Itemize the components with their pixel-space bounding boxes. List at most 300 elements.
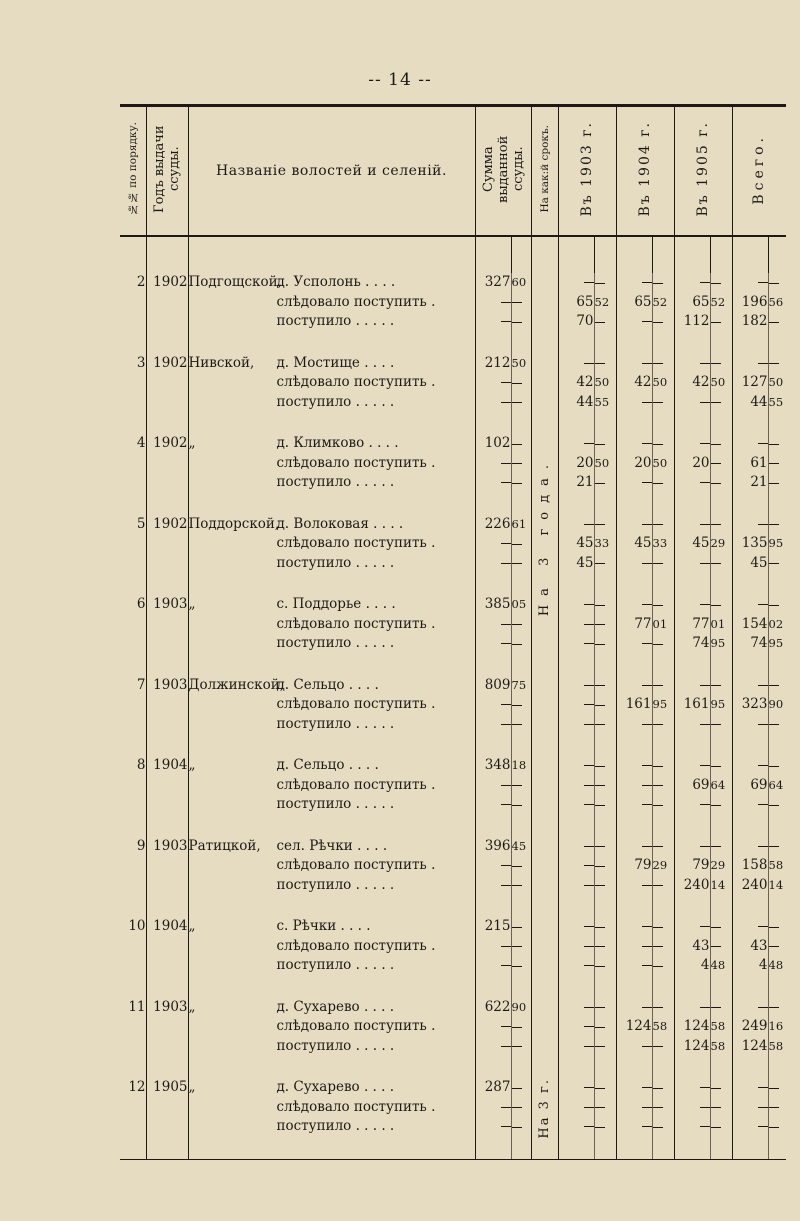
y1903-due-rubles bbox=[559, 856, 594, 876]
header-1904: Въ 1904 г. bbox=[616, 106, 674, 237]
dash-mark bbox=[512, 563, 522, 564]
dash-mark bbox=[758, 1087, 768, 1088]
issue-year-text: 1903 bbox=[153, 596, 188, 612]
issue-year-text: 1904 bbox=[153, 757, 188, 773]
amount-kopecks-received bbox=[512, 393, 531, 413]
y1905-kopecks bbox=[710, 756, 732, 837]
y1904-due-kopecks: 33 bbox=[652, 536, 668, 550]
loan-term bbox=[531, 998, 558, 1079]
dash-mark bbox=[595, 444, 605, 445]
y1905-received-kopecks: 48 bbox=[710, 958, 726, 972]
row-number bbox=[120, 676, 146, 757]
amount-rubles-due bbox=[476, 615, 511, 635]
y1903-blank bbox=[559, 756, 594, 776]
y1903-blank bbox=[559, 595, 594, 615]
y1905-rubles bbox=[674, 917, 710, 998]
dash-mark bbox=[501, 965, 511, 966]
y1905-received-kopecks bbox=[711, 554, 732, 574]
row-number-text: 2 bbox=[136, 274, 146, 290]
y1903-blank-kop bbox=[595, 676, 616, 696]
due-line bbox=[189, 1098, 475, 1118]
ledger-row bbox=[120, 998, 786, 1079]
dash-mark bbox=[595, 724, 605, 725]
y1903-received-kopecks bbox=[595, 1117, 616, 1137]
y1905-received-rubles bbox=[675, 715, 710, 735]
y1905-blank-kop bbox=[711, 998, 732, 1018]
amount-rubles bbox=[475, 756, 511, 837]
amount-kopecks-due bbox=[512, 776, 531, 796]
due-line bbox=[189, 695, 475, 715]
dash-mark bbox=[653, 402, 663, 403]
y1905-due-rubles bbox=[675, 1098, 710, 1118]
dash-mark bbox=[584, 926, 594, 927]
dash-mark bbox=[642, 765, 652, 766]
loan-term bbox=[531, 515, 558, 596]
total-kopecks bbox=[768, 837, 786, 918]
total-due-kopecks: 64 bbox=[768, 777, 784, 792]
y1905-blank-kop bbox=[711, 273, 732, 293]
y1905-received-rubles: 240 bbox=[683, 876, 710, 893]
y1905-blank-kop bbox=[711, 595, 732, 615]
y1904-blank bbox=[617, 273, 652, 293]
dash-mark bbox=[642, 804, 652, 805]
issue-year-text: 1903 bbox=[153, 676, 188, 693]
amount-kopecks-due bbox=[512, 373, 531, 393]
y1905-kopecks bbox=[710, 354, 732, 435]
total-received-rubles: 21 bbox=[750, 474, 768, 490]
due-label: слѣдовало поступить . bbox=[276, 776, 436, 793]
y1904-rubles bbox=[616, 756, 652, 837]
loan-term bbox=[531, 354, 558, 435]
place-name bbox=[188, 998, 475, 1079]
issue-year-text: 1905 bbox=[153, 1079, 188, 1095]
total-rubles bbox=[732, 595, 768, 676]
received-line bbox=[189, 554, 475, 574]
dash-mark bbox=[584, 765, 594, 766]
y1904-rubles bbox=[616, 354, 652, 435]
y1903-received-kopecks bbox=[595, 876, 616, 896]
y1904-due-kopecks: 58 bbox=[652, 1019, 668, 1033]
amount-kopecks-value: 61 bbox=[511, 516, 527, 531]
dash-mark bbox=[584, 724, 594, 725]
dash-mark bbox=[711, 605, 721, 606]
y1903-blank-kop bbox=[595, 1078, 616, 1098]
y1905-kopecks bbox=[710, 998, 732, 1079]
y1904-kopecks bbox=[652, 354, 674, 435]
amount-kopecks-value bbox=[512, 434, 531, 454]
y1903-rubles bbox=[558, 998, 594, 1079]
total-rubles bbox=[732, 756, 768, 837]
y1903-kopecks bbox=[594, 676, 616, 757]
y1904-received-rubles bbox=[617, 1117, 652, 1137]
header-term: На как:й срокъ. bbox=[531, 106, 558, 237]
amount-rubles-received bbox=[476, 554, 511, 574]
amount-kopecks bbox=[511, 434, 531, 515]
amount-kopecks-due bbox=[512, 1017, 531, 1037]
dash-mark bbox=[501, 724, 511, 725]
total-due-rubles: 323 bbox=[741, 696, 768, 712]
dash-mark bbox=[653, 927, 663, 928]
dash-mark bbox=[512, 885, 522, 886]
total-blank bbox=[733, 354, 768, 374]
row-number-text: 10 bbox=[128, 918, 146, 934]
dash-mark bbox=[653, 483, 663, 484]
dash-mark bbox=[758, 604, 768, 605]
y1904-received-rubles bbox=[617, 634, 652, 654]
amount-rubles-value: 287 bbox=[484, 1079, 511, 1095]
dash-mark bbox=[769, 463, 779, 464]
dash-mark bbox=[700, 402, 710, 403]
amount-kopecks bbox=[511, 998, 531, 1079]
dash-mark bbox=[653, 444, 663, 445]
y1903-received-kopecks bbox=[595, 312, 616, 332]
dash-mark bbox=[758, 524, 768, 525]
dash-mark bbox=[595, 946, 605, 947]
total-kopecks bbox=[768, 354, 786, 435]
received-line bbox=[189, 393, 475, 413]
y1905-due-kopecks: 29 bbox=[710, 858, 726, 872]
amount-kopecks-received bbox=[512, 1037, 531, 1057]
dash-mark bbox=[642, 321, 652, 322]
dash-mark bbox=[595, 885, 605, 886]
amount-rubles-received bbox=[476, 876, 511, 896]
y1905-blank bbox=[675, 434, 710, 454]
total-due-kopecks: 95 bbox=[768, 536, 784, 550]
y1904-rubles bbox=[616, 837, 652, 918]
y1905-blank bbox=[675, 273, 710, 293]
amount-rubles-value: 226 bbox=[484, 515, 511, 532]
y1905-kopecks bbox=[710, 434, 732, 515]
dash-mark bbox=[595, 283, 605, 284]
due-label: слѣдовало поступить . bbox=[276, 454, 436, 471]
ledger-row bbox=[120, 917, 786, 998]
dash-mark bbox=[758, 685, 768, 686]
amount-rubles-value: 622 bbox=[484, 998, 511, 1015]
village-name: д. Волоковая . . . . bbox=[276, 515, 404, 532]
y1904-received-kopecks bbox=[653, 554, 674, 574]
y1904-received-rubles bbox=[617, 1037, 652, 1057]
dash-mark bbox=[512, 1127, 522, 1128]
village-name: д. Сельцо . . . . bbox=[276, 676, 379, 693]
volost-name: Поддорской, bbox=[188, 515, 280, 532]
dash-mark bbox=[595, 866, 605, 867]
y1904-kopecks bbox=[652, 756, 674, 837]
y1904-blank-kop bbox=[653, 1078, 674, 1098]
y1903-received-rubles bbox=[559, 956, 594, 976]
due-label: слѣдовало поступить . bbox=[276, 937, 436, 954]
y1903-due-kopecks: 33 bbox=[594, 536, 610, 550]
dash-mark bbox=[642, 846, 652, 847]
y1905-received-rubles bbox=[675, 795, 710, 815]
y1904-kopecks bbox=[652, 917, 674, 998]
dash-mark bbox=[711, 402, 721, 403]
amount-kopecks bbox=[511, 676, 531, 757]
dash-mark bbox=[758, 1126, 768, 1127]
total-received-kopecks bbox=[769, 473, 787, 493]
total-due-rubles: 69 bbox=[750, 776, 768, 793]
y1905-blank-kop bbox=[711, 756, 732, 776]
dash-mark bbox=[711, 322, 721, 323]
header-year: Годъ выдачи ссуды. bbox=[146, 106, 188, 237]
dash-mark bbox=[501, 402, 511, 403]
y1905-rubles bbox=[674, 998, 710, 1079]
total-blank-kop bbox=[769, 676, 787, 696]
dash-mark bbox=[595, 524, 605, 525]
amount-rubles bbox=[475, 595, 511, 676]
row-number-text: 12 bbox=[128, 1079, 146, 1095]
dash-mark bbox=[512, 1046, 522, 1047]
y1904-blank-kop bbox=[653, 595, 674, 615]
dash-mark bbox=[769, 605, 779, 606]
dash-mark bbox=[512, 866, 522, 867]
issue-year-text: 1904 bbox=[153, 918, 188, 934]
place-name bbox=[188, 917, 475, 998]
header-row bbox=[120, 106, 786, 237]
y1905-received-kopecks: 14 bbox=[710, 877, 726, 892]
dash-mark bbox=[711, 463, 721, 464]
dash-mark bbox=[501, 543, 511, 544]
y1904-received-kopecks bbox=[653, 876, 674, 896]
loan-term bbox=[531, 595, 558, 676]
y1905-blank bbox=[675, 837, 710, 857]
y1903-due-rubles bbox=[559, 937, 594, 957]
dash-mark bbox=[642, 1007, 652, 1008]
y1904-blank bbox=[617, 676, 652, 696]
total-received-rubles: 240 bbox=[741, 876, 768, 893]
amount-kopecks-received bbox=[512, 876, 531, 896]
y1904-blank bbox=[617, 354, 652, 374]
dash-mark bbox=[595, 1088, 605, 1089]
row-number-text: 6 bbox=[136, 596, 146, 612]
header-amount: Сумма выданной ссуды. bbox=[475, 106, 531, 237]
dash-mark bbox=[711, 846, 721, 847]
due-label: слѣдовало поступить . bbox=[276, 696, 436, 712]
loan-ledger-table bbox=[120, 104, 786, 1160]
y1903-due-kopecks bbox=[595, 1017, 616, 1037]
dash-mark bbox=[711, 685, 721, 686]
dash-mark bbox=[584, 965, 594, 966]
total-received-kopecks bbox=[769, 715, 787, 735]
y1904-due-rubles: 79 bbox=[634, 857, 652, 873]
amount-rubles bbox=[475, 676, 511, 757]
dash-mark bbox=[769, 1007, 779, 1008]
dash-mark bbox=[584, 1046, 594, 1047]
total-due-rubles: 158 bbox=[741, 857, 768, 873]
dash-mark bbox=[512, 402, 522, 403]
amount-kopecks-value: 90 bbox=[511, 999, 527, 1014]
dash-mark bbox=[584, 865, 594, 866]
dash-mark bbox=[653, 1046, 663, 1047]
y1904-due-kopecks: 52 bbox=[652, 294, 668, 309]
total-blank bbox=[733, 1078, 768, 1098]
village-name: д. Сельцо . . . . bbox=[276, 757, 379, 773]
total-due-kopecks: 02 bbox=[768, 616, 784, 631]
y1904-due-kopecks: 29 bbox=[652, 858, 668, 872]
y1905-blank-kop bbox=[711, 1078, 732, 1098]
amount-rubles-value: 348 bbox=[484, 757, 511, 773]
y1905-rubles bbox=[674, 515, 710, 596]
y1904-received-kopecks bbox=[653, 795, 674, 815]
y1903-received-rubles bbox=[559, 1117, 594, 1137]
total-due-rubles: 61 bbox=[750, 454, 768, 471]
y1905-received-kopecks bbox=[711, 393, 732, 413]
total-received-kopecks bbox=[769, 554, 787, 574]
village-name: с. Рѣчки . . . . bbox=[276, 918, 371, 934]
dash-mark bbox=[595, 685, 605, 686]
amount-rubles bbox=[475, 917, 511, 998]
amount-kopecks-received bbox=[512, 715, 531, 735]
row-number-text: 7 bbox=[136, 676, 146, 693]
y1904-received-kopecks bbox=[653, 1037, 674, 1057]
dash-mark bbox=[595, 644, 605, 645]
y1904-kopecks bbox=[652, 998, 674, 1079]
y1905-due-rubles: 161 bbox=[683, 696, 710, 712]
total-received-kopecks bbox=[769, 795, 787, 815]
dash-mark bbox=[653, 946, 663, 947]
dash-mark bbox=[769, 724, 779, 725]
y1903-due-kopecks: 50 bbox=[594, 375, 610, 389]
issue-year bbox=[146, 837, 188, 918]
amount-kopecks-due bbox=[512, 534, 531, 554]
y1905-rubles bbox=[674, 595, 710, 676]
received-label: поступило . . . . . bbox=[276, 474, 395, 490]
dash-mark bbox=[700, 482, 710, 483]
due-line bbox=[189, 615, 475, 635]
due-line bbox=[189, 454, 475, 474]
issue-year-text: 1903 bbox=[153, 998, 188, 1015]
row-number bbox=[120, 515, 146, 596]
y1905-rubles bbox=[674, 756, 710, 837]
y1904-blank bbox=[617, 595, 652, 615]
dash-mark bbox=[769, 322, 779, 323]
dash-mark bbox=[595, 805, 605, 806]
y1903-blank-kop bbox=[595, 837, 616, 857]
y1903-due-rubles bbox=[559, 615, 594, 635]
y1904-due-rubles bbox=[617, 937, 652, 957]
dash-mark bbox=[700, 1107, 710, 1108]
y1904-received-rubles bbox=[617, 312, 652, 332]
dash-mark bbox=[512, 1107, 522, 1108]
total-due-kopecks: 58 bbox=[768, 858, 784, 872]
dash-mark bbox=[758, 846, 768, 847]
dash-mark bbox=[512, 966, 522, 967]
dash-mark bbox=[595, 785, 605, 786]
dash-mark bbox=[642, 1107, 652, 1108]
dash-mark bbox=[769, 1088, 779, 1089]
total-blank bbox=[733, 434, 768, 454]
amount-kopecks-due bbox=[512, 856, 531, 876]
amount-rubles-value: 102 bbox=[484, 435, 511, 451]
y1905-rubles bbox=[674, 273, 710, 354]
village-name: д. Мостище . . . . bbox=[276, 354, 395, 371]
y1904-blank bbox=[617, 434, 652, 454]
amount-kopecks-due bbox=[512, 1098, 531, 1118]
dash-mark bbox=[653, 1007, 663, 1008]
dash-mark bbox=[653, 322, 663, 323]
place-name bbox=[188, 354, 475, 435]
total-blank bbox=[733, 273, 768, 293]
total-kopecks bbox=[768, 998, 786, 1079]
y1905-received-kopecks: 58 bbox=[710, 1038, 726, 1053]
y1905-due-kopecks bbox=[711, 1098, 732, 1118]
y1904-due-kopecks bbox=[653, 776, 674, 796]
dash-mark bbox=[512, 322, 522, 323]
amount-kopecks bbox=[511, 515, 531, 596]
y1905-due-kopecks: 64 bbox=[710, 777, 726, 792]
y1904-due-rubles: 161 bbox=[625, 696, 652, 712]
dash-mark bbox=[758, 724, 768, 725]
dash-mark bbox=[595, 766, 605, 767]
y1903-received-rubles: 45 bbox=[576, 554, 594, 571]
y1903-received-rubles bbox=[559, 634, 594, 654]
y1904-rubles bbox=[616, 1078, 652, 1159]
y1903-received-rubles: 44 bbox=[576, 393, 594, 410]
received-line bbox=[189, 312, 475, 332]
y1904-rubles bbox=[616, 676, 652, 757]
y1903-blank bbox=[559, 837, 594, 857]
dash-mark bbox=[758, 1107, 768, 1108]
row-number-text: 8 bbox=[136, 757, 146, 773]
y1903-kopecks bbox=[594, 354, 616, 435]
ledger-row bbox=[120, 837, 786, 918]
y1903-due-kopecks: 50 bbox=[594, 455, 610, 470]
total-blank bbox=[733, 515, 768, 535]
dash-mark bbox=[711, 805, 721, 806]
y1905-due-rubles: 77 bbox=[692, 615, 710, 632]
dash-mark bbox=[700, 846, 710, 847]
dash-mark bbox=[584, 1107, 594, 1108]
amount-kopecks-received bbox=[512, 634, 531, 654]
dash-mark bbox=[512, 463, 522, 464]
total-rubles bbox=[732, 917, 768, 998]
place-name bbox=[188, 273, 475, 354]
y1904-blank-kop bbox=[653, 676, 674, 696]
volost-name: „ bbox=[188, 918, 196, 934]
due-line bbox=[189, 1017, 475, 1037]
dash-mark bbox=[584, 363, 594, 364]
y1904-blank-kop bbox=[653, 273, 674, 293]
dash-mark bbox=[512, 383, 522, 384]
dash-mark bbox=[595, 1007, 605, 1008]
y1903-blank-kop bbox=[595, 273, 616, 293]
dash-mark bbox=[501, 946, 511, 947]
total-received-kopecks bbox=[769, 312, 787, 332]
y1904-blank bbox=[617, 917, 652, 937]
y1905-rubles bbox=[674, 1078, 710, 1159]
dash-mark bbox=[758, 363, 768, 364]
due-line bbox=[189, 293, 475, 313]
volost-name: „ bbox=[188, 757, 196, 773]
y1903-due-rubles bbox=[559, 695, 594, 715]
received-line bbox=[189, 956, 475, 976]
dash-mark bbox=[642, 1126, 652, 1127]
y1903-received-rubles bbox=[559, 795, 594, 815]
y1904-due-kopecks: 95 bbox=[652, 697, 668, 711]
received-label: поступило . . . . . bbox=[276, 876, 395, 893]
total-due-rubles bbox=[733, 1098, 768, 1118]
total-rubles bbox=[732, 273, 768, 354]
dash-mark bbox=[512, 785, 522, 786]
received-label: поступило . . . . . bbox=[276, 1118, 395, 1134]
dash-mark bbox=[512, 444, 522, 445]
due-line bbox=[189, 856, 475, 876]
place-line bbox=[189, 595, 475, 615]
place-line bbox=[189, 998, 475, 1018]
y1905-blank-kop bbox=[711, 434, 732, 454]
dash-mark bbox=[642, 524, 652, 525]
y1904-received-kopecks bbox=[653, 956, 674, 976]
dash-mark bbox=[512, 927, 522, 928]
